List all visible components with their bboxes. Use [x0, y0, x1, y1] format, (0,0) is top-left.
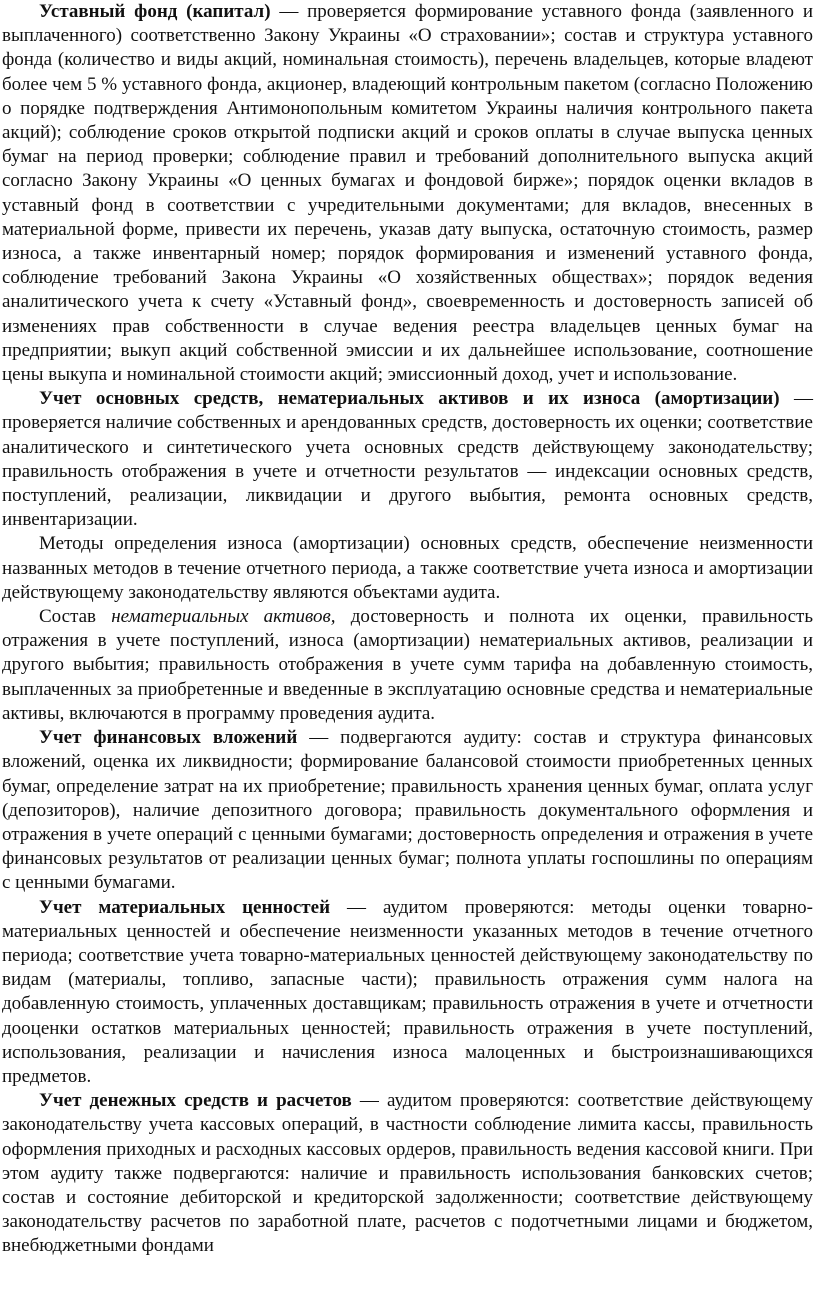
paragraph-text: — аудитом проверяются: соответствие действующему законодательству учета кассовых операций, в частности соблюдение лимита кассы, правильность оформления приходных и расходных кассовых ордеров, правильность ведения кассовой книги. При этом аудиту также подвергаются: наличие и правильность использования банковских счетов; состав и состояние дебиторской и кредиторской задолженности; соответствие действующему законодательству расчетов по заработной плате, расчетов с подотчетными лицами и бюджетом, внебюджетными фондами [2, 1090, 813, 1257]
paragraph-text: Методы определения износа (амортизации) основных средств, обеспечение неизменности названных методов в течение отчетного периода, а также соответствие учета износа и амортизации действующему законодательству являются объектами аудита. [2, 533, 813, 603]
paragraph-cash-and-settlements [2, 1089, 813, 1258]
paragraph-financial-investments [2, 726, 813, 895]
paragraph-emphasis: нематериальных активов, [111, 606, 336, 628]
paragraph-heading: Уставный фонд (капитал) [39, 1, 271, 22]
paragraph-heading: Учет денежных средств и расчетов [39, 1090, 352, 1112]
paragraph-text: — проверяется формирование уставного фонда (заявленного и выплаченного) соответственно Закону Украины «О страховании»; состав и структура уставного фонда (количество и виды акций, номинальная стоимость), перечень владельцев, которые владеют более чем 5 % уставного фонда, акционер, владеющий контрольным пакетом (согласно Положению о порядке подтверждения Антимонопольным комитетом Украины наличия контрольного пакета акций); соблюдение сроков открытой подписки акций и сроков оплаты в случае выпуска ценных бумаг на период проверки; соблюдение правил и требований дополнительного выпуска акций согласно Закону Украины «О ценных бумагах и фондовой бирже»; порядок оценки вкладов в уставный фонд в соответствии с учредительными документами; для вкладов, внесенных в материальной форме, привести их перечень, указав дату выпуска, остаточную стоимость, размер износа, а также инвентарный номер; порядок формирования и изменений уставного фонда, соблюдение требований Закона Украины «О хозяйственных обществах»; порядок ведения аналитического учета к счету «Уставный фонд», своевременность и достоверность записей об изменениях прав собственности в случае ведения реестра владельцев ценных бумаг на предприятии; выкуп акций собственной эмиссии и их дальнейшее использование, соотношение цены выкупа и номинальной стоимости акций; эмиссионный доход, учет и использование. [2, 1, 813, 386]
paragraph-text: — подвергаются аудиту: состав и структура финансовых вложений, оценка их ликвидности; формирование балансовой стоимости приобретенных ценных бумаг, определение затрат на их приобретение; правильность хранения ценных бумаг, оплата услуг (депозиторов), наличие депозитного договора; правильность документального оформления и отражения в учете операций с ценными бумагами; достоверность определения и отражения в учете финансовых результатов от реализации ценных бумаг; полнота уплаты госпошлины по операциям с ценными бумагами. [2, 727, 813, 894]
paragraph-heading: Учет материальных ценностей [39, 896, 331, 918]
paragraph-heading: Учет финансовых вложений [39, 727, 298, 749]
paragraph-intangible-assets [2, 605, 813, 726]
paragraph-heading: Учет основных средств, нематериальных активов и их износа (амортизации) [39, 388, 780, 410]
paragraph-text: достоверность и полнота их оценки, правильность отражения в учете поступлений, износа (амортизации) нематериальных активов, реализации и другого выбытия; правильность отображения в учете сумм тарифа на добавленную стоимость, выплаченных за приобретенные и введенные в эксплуатацию основные средства и нематериальные активы, включаются в программу проведения аудита. [2, 606, 813, 724]
paragraph-text: — аудитом проверяются: методы оценки товарно-материальных ценностей и обеспечение неизменности указанных методов в течение отчетного периода; соответствие учета товарно-материальных ценностей действующему законодательству по видам (материалы, топливо, запасные части); правильность отражения сумм налога на добавленную стоимость, уплаченных доставщикам; правильность отражения в учете и отчетности дооценки остатков материальных ценностей; правильность отражения в учете поступлений, использования, реализации и начисления износа малоценных и быстроизнашивающихся предметов. [2, 896, 814, 1087]
paragraph-authorized-capital [2, 0, 813, 387]
paragraph-text: — проверяется наличие собственных и арендованных средств, достоверность их оценки; соответствие аналитического и синтетического учета основных средств действующему законодательству; правильность отображения в учете и отчетности результатов — индексации основных средств, поступлений, реализации, ликвидации и другого выбытия, ремонта основных средств, инвентаризации. [2, 388, 813, 531]
paragraph-depreciation-methods [2, 532, 813, 605]
paragraph-material-assets [2, 896, 813, 1090]
paragraph-text-before: Состав [39, 606, 112, 628]
paragraph-fixed-assets [2, 387, 813, 532]
